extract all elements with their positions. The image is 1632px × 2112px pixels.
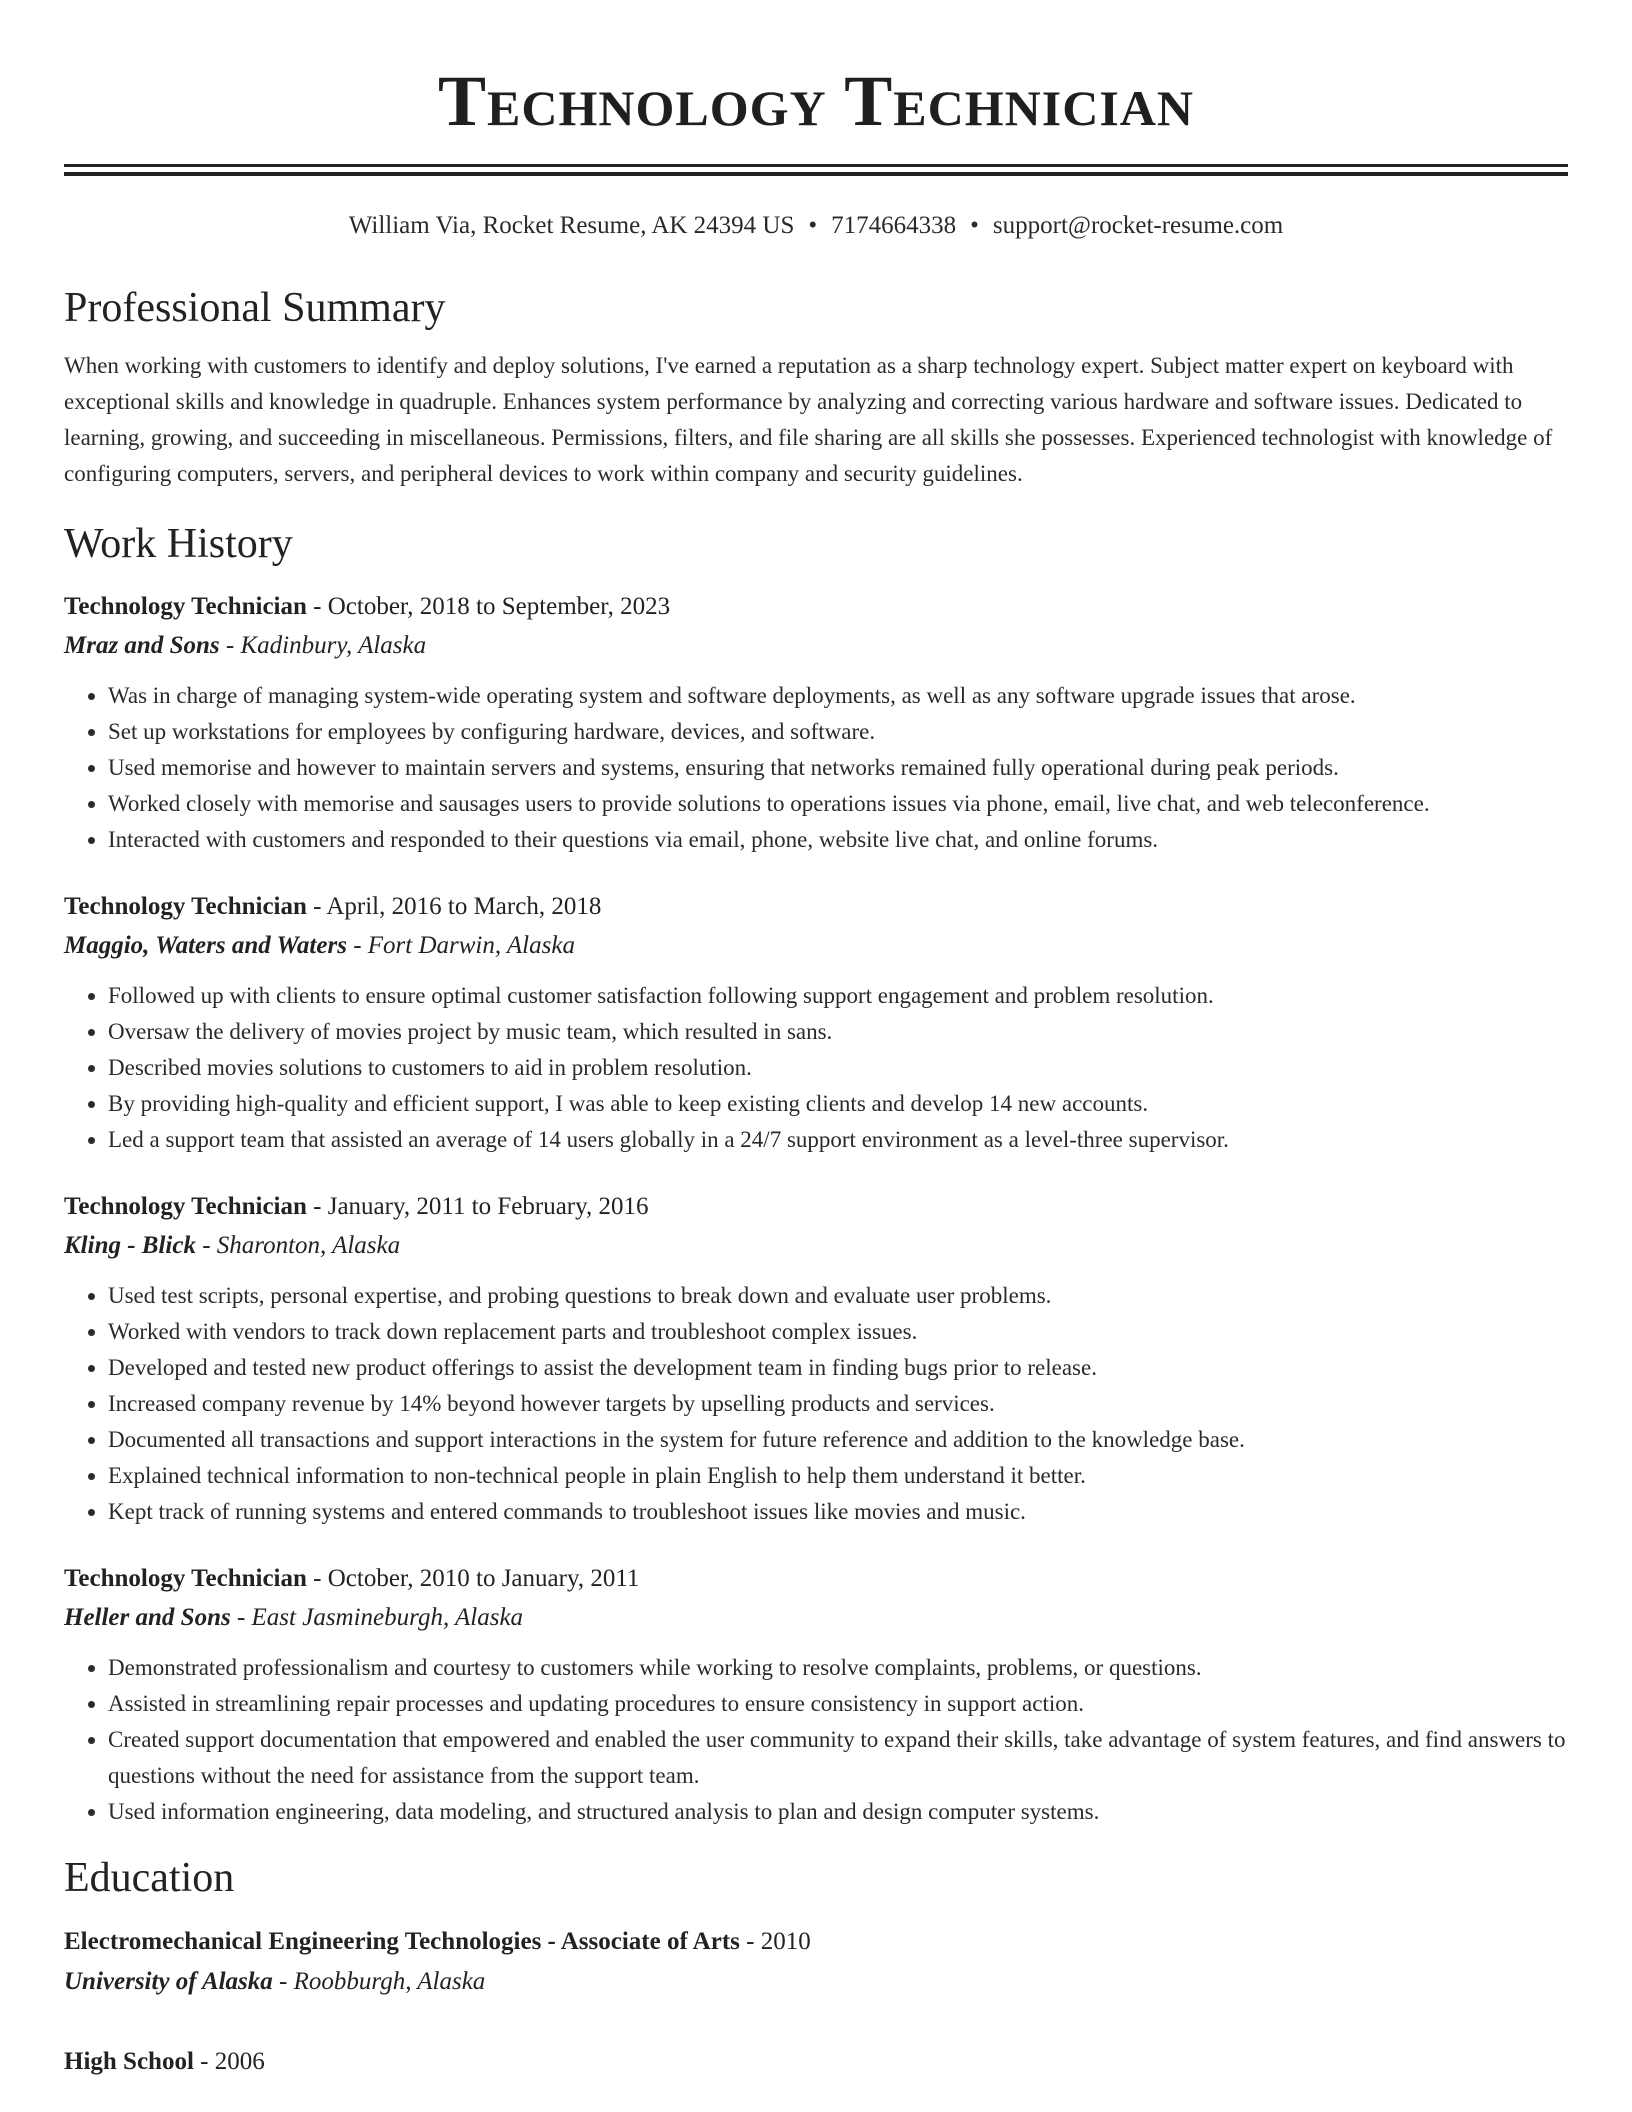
- list-item: • Used test scripts, personal expertise, and probing questions to break down and evaluate user problems.: [108, 1278, 1568, 1314]
- list-item: • Worked with vendors to track down replacement parts and troubleshoot complex issues.: [108, 1314, 1568, 1350]
- list-item: • Developed and tested new product offerings to assist the development team in finding bugs prior to release.: [108, 1350, 1568, 1386]
- job-company-line: [64, 1598, 1568, 1638]
- job-location: - East Jasmineburgh, Alaska: [230, 1604, 524, 1631]
- education-location: - Roobburgh, Alaska: [272, 1968, 486, 1995]
- job-title-line: [64, 1560, 1568, 1598]
- job-company: Mraz and Sons: [64, 632, 220, 659]
- education-year: - 2006: [193, 2048, 265, 2075]
- education-school: University of Alaska: [64, 1968, 273, 1995]
- job-dates: - October, 2018 to September, 2023: [306, 593, 671, 620]
- list-item: • Followed up with clients to ensure optimal customer satisfaction following support engagement and problem resolution.: [108, 978, 1568, 1014]
- job-entry: [64, 1560, 1568, 1830]
- job-title: Technology Technician: [64, 893, 307, 920]
- list-item: • Used information engineering, data modeling, and structured analysis to plan and design computer systems.: [108, 1794, 1568, 1830]
- list-item: • Assisted in streamlining repair processes and updating procedures to ensure consistency in support action.: [108, 1686, 1568, 1722]
- job-dates: - April, 2016 to March, 2018: [306, 893, 602, 920]
- education-degree: High School: [64, 2048, 194, 2075]
- list-item: • Interacted with customers and responded to their questions via email, phone, website live chat, and online forums.: [108, 822, 1568, 858]
- job-title: Technology Technician: [64, 593, 307, 620]
- contact-separator: •: [970, 212, 979, 239]
- list-item: • Oversaw the delivery of movies project by music team, which resulted in sans.: [108, 1014, 1568, 1050]
- job-dates: - October, 2010 to January, 2011: [306, 1565, 640, 1592]
- list-item: • Kept track of running systems and entered commands to troubleshoot issues like movies and music.: [108, 1494, 1568, 1530]
- job-title: Technology Technician: [64, 1193, 307, 1220]
- job-company-line: [64, 626, 1568, 666]
- job-location: - Kadinbury, Alaska: [219, 632, 427, 659]
- list-item: • Explained technical information to non-technical people in plain English to help them understand it better.: [108, 1458, 1568, 1494]
- list-item: • Created support documentation that empowered and enabled the user community to expand their skills, take advantage of system features, and find answers to questions without the need for assistance from the support team.: [108, 1722, 1568, 1794]
- job-company: Kling - Blick: [64, 1232, 196, 1259]
- resume-title: Technology Technician: [437, 61, 1195, 141]
- list-item: • Led a support team that assisted an average of 14 users globally in a 24/7 support environment as a level-three supervisor.: [108, 1122, 1568, 1158]
- contact-line: [64, 210, 1568, 242]
- education-year: - 2010: [739, 1928, 811, 1955]
- job-location: - Sharonton, Alaska: [195, 1232, 401, 1259]
- contact-email: support@rocket-resume.com: [992, 212, 1284, 239]
- job-bullets: [64, 978, 1568, 1158]
- list-item: • Was in charge of managing system-wide operating system and software deployments, as well as any software upgrade issues that arose.: [108, 678, 1568, 714]
- education-entry: [64, 1922, 1568, 2002]
- job-title-line: [64, 888, 1568, 926]
- job-bullets: [64, 1278, 1568, 1530]
- work-history-list: [64, 588, 1568, 1830]
- title-divider: [64, 164, 1568, 176]
- job-location: - Fort Darwin, Alaska: [346, 932, 575, 959]
- job-bullets: [64, 1650, 1568, 1830]
- job-entry: [64, 1188, 1568, 1530]
- list-item: • Increased company revenue by 14% beyond however targets by upselling products and services.: [108, 1386, 1568, 1422]
- job-dates: - January, 2011 to February, 2016: [306, 1193, 649, 1220]
- summary-text: When working with customers to identify and deploy solutions, I've earned a reputation as a sharp technology expert. Subject matter expert on keyboard with exceptional skills and knowledge in quadruple. Enhances system performance by analyzing and correcting various hardware and software issues. Dedicated to learning, growing, and succeeding in miscellaneous. Permissions, filters, and file sharing are all skills she possesses. Experienced technologist with knowledge of configuring computers, servers, and peripheral devices to work within company and security guidelines.: [64, 353, 1553, 486]
- job-title-line: [64, 1188, 1568, 1226]
- education-degree-line: [64, 2042, 1568, 2082]
- job-title: Technology Technician: [64, 1565, 307, 1592]
- education-degree-line: [64, 1922, 1568, 1962]
- job-title-line: [64, 588, 1568, 626]
- education-school-line: [64, 1962, 1568, 2002]
- work-history-heading: Work History: [64, 521, 293, 567]
- list-item: • Documented all transactions and support interactions in the system for future reference and addition to the knowledge base.: [108, 1422, 1568, 1458]
- list-item: • Used memorise and however to maintain servers and systems, ensuring that networks remained fully operational during peak periods.: [108, 750, 1568, 786]
- job-company: Maggio, Waters and Waters: [64, 932, 347, 959]
- contact-separator: •: [808, 212, 818, 239]
- education-heading: Education: [64, 1855, 235, 1901]
- job-bullets: [64, 678, 1568, 858]
- job-company-line: [64, 1226, 1568, 1266]
- contact-address: William Via, Rocket Resume, AK 24394 US: [348, 212, 795, 239]
- list-item: • Worked closely with memorise and sausages users to provide solutions to operations issues via phone, email, live chat, and web teleconference.: [108, 786, 1568, 822]
- list-item: • Demonstrated professionalism and courtesy to customers while working to resolve complaints, problems, or questions.: [108, 1650, 1568, 1686]
- list-item: • By providing high-quality and efficient support, I was able to keep existing clients and develop 14 new accounts.: [108, 1086, 1568, 1122]
- job-entry: [64, 888, 1568, 1158]
- job-company-line: [64, 926, 1568, 966]
- job-company: Heller and Sons: [64, 1604, 231, 1631]
- summary-heading: Professional Summary: [64, 285, 446, 331]
- education-entry: [64, 2042, 1568, 2082]
- job-entry: [64, 588, 1568, 858]
- list-item: • Described movies solutions to customers to aid in problem resolution.: [108, 1050, 1568, 1086]
- contact-phone: 7174664338: [831, 212, 957, 239]
- list-item: • Set up workstations for employees by configuring hardware, devices, and software.: [108, 714, 1568, 750]
- education-degree: Electromechanical Engineering Technologies - Associate of Arts: [64, 1928, 740, 1955]
